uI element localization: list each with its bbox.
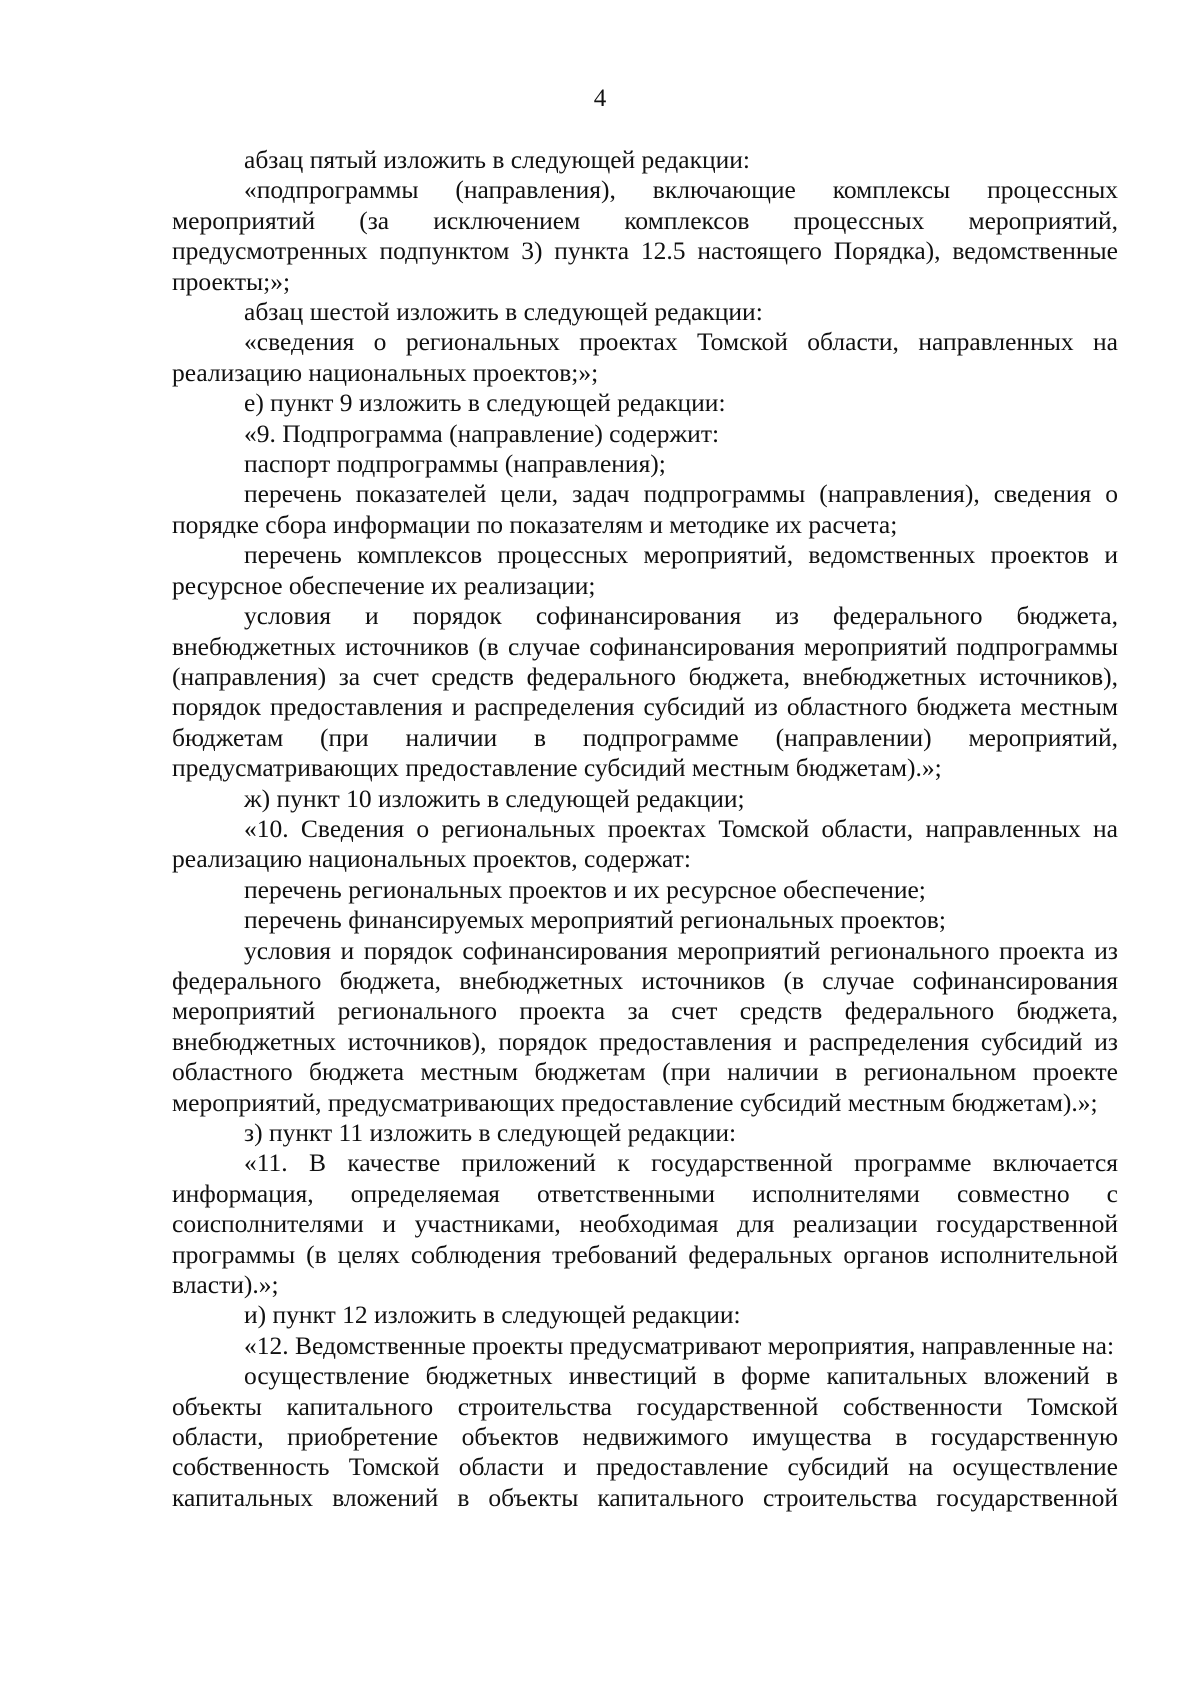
paragraph-19: «12. Ведомственные проекты предусматривают мероприятия, направленные на: [244,1330,1115,1360]
paragraph-2: «подпрограммы (направления), включающие комплексы процессных мероприятий (за исключением комплексов процессных мероприятий, предусмотренных подпунктом 3) пункта 12.5 настоящего Порядка), ведомственные проекты;»; [172,175,1118,296]
paragraph-20: осуществление бюджетных инвестиций в форме капитальных вложений в объекты капитального строительства государственной собственности Томской области, приобретение объектов недвижимого имущества в государственную собственность Томской области и предоставление субсидий на осуществление капитальных вложений в объекты капитального строительства государственной [172,1361,1118,1512]
paragraph-11: ж) пункт 10 изложить в следующей редакции; [244,783,745,813]
paragraph-7: паспорт подпрограммы (направления); [244,449,666,479]
paragraph-8: перечень показателей цели, задач подпрограммы (направления), сведения о порядке сбора информации по показателям и методике их расчета; [172,479,1118,539]
paragraph-12: «10. Сведения о региональных проектах Томской области, направленных на реализацию национальных проектов, содержат: [172,813,1118,874]
paragraph-18: и) пункт 12 изложить в следующей редакции: [244,1300,741,1330]
paragraph-1: абзац пятый изложить в следующей редакции: [244,145,750,174]
paragraph-4: «сведения о региональных проектах Томской области, направленных на реализацию национальных проектов;»; [172,327,1118,387]
paragraph-15: условия и порядок софинансирования мероприятий регионального проекта из федерального бюджета, внебюджетных источников (в случае софинансирования мероприятий регионального проекта за счет средств федерального бюджета, внебюджетных источников), порядок предоставления и распределения субсидий из областного бюджета местным бюджетам (при наличии в региональном проекте мероприятий, предусматривающих предоставление субсидий местным бюджетам).»; [172,935,1118,1117]
paragraph-14: перечень финансируемых мероприятий региональных проектов; [244,905,946,935]
page-number: 4 [593,85,607,112]
paragraph-3: абзац шестой изложить в следующей редакции: [244,297,763,327]
paragraph-10: условия и порядок софинансирования из федерального бюджета, внебюджетных источников (в случае софинансирования мероприятий подпрограммы (направления) за счет средств федерального бюджета, внебюджетных источников), порядок предоставления и распределения субсидий из областного бюджета местным бюджетам (при наличии в подпрограмме (направлении) мероприятий, предусматривающих предоставление субсидий местным бюджетам).»; [172,601,1118,783]
paragraph-5: е) пункт 9 изложить в следующей редакции: [244,388,726,418]
paragraph-9: перечень комплексов процессных мероприятий, ведомственных проектов и ресурсное обеспечение их реализации; [172,540,1118,600]
paragraph-13: перечень региональных проектов и их ресурсное обеспечение; [244,874,926,904]
paragraph-6: «9. Подпрограмма (направление) содержит: [244,418,720,448]
paragraph-16: з) пункт 11 изложить в следующей редакции: [244,1118,737,1147]
paragraph-17: «11. В качестве приложений к государственной программе включается информация, определяемая ответственными исполнителями совместно с соисполнителями и участниками, необходимая для реализации государственной программы (в целях соблюдения требований федеральных органов исполнительной власти).»; [172,1148,1118,1300]
document-body [172,145,1118,1513]
